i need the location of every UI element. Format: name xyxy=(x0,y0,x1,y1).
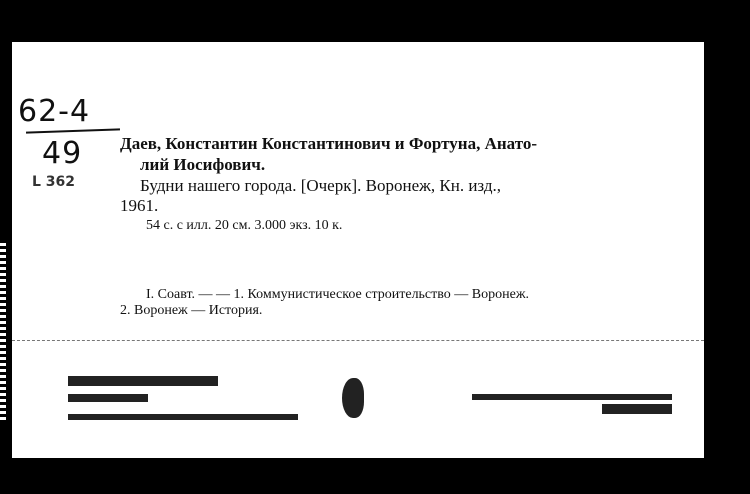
subject-headings-line-1: I. Соавт. — — 1. Коммунистическое строительство — Воронеж. xyxy=(146,287,529,302)
illegible-stamp-text xyxy=(602,404,672,414)
title-line-2: 1961. xyxy=(120,196,159,215)
physical-description: 54 с. с илл. 20 см. 3.000 экз. 10 к. xyxy=(146,218,343,233)
scan-edge-noise xyxy=(0,240,6,420)
handwritten-call-number-top: 62-4 xyxy=(18,94,91,129)
handwritten-call-number-bottom: 49 xyxy=(42,136,83,171)
catalog-card xyxy=(12,42,704,458)
title-line-1: Будни нашего города. [Очерк]. Воронеж, Кн. изд., xyxy=(140,176,501,195)
illegible-stamp-text xyxy=(68,394,148,402)
author-line-1: Даев, Константин Константинович и Фортуна, Анато- xyxy=(120,134,538,153)
subject-headings-line-2: 2. Воронеж — История. xyxy=(120,303,263,318)
handwritten-divider xyxy=(26,128,120,133)
illegible-stamp-text xyxy=(68,414,298,420)
handwritten-note: L 362 xyxy=(32,174,76,190)
author-line-2: лий Иосифович. xyxy=(140,155,266,174)
perforation-line xyxy=(12,340,704,341)
illegible-stamp-text xyxy=(472,394,672,400)
ink-blot xyxy=(342,378,364,418)
illegible-stamp-text xyxy=(68,376,218,386)
